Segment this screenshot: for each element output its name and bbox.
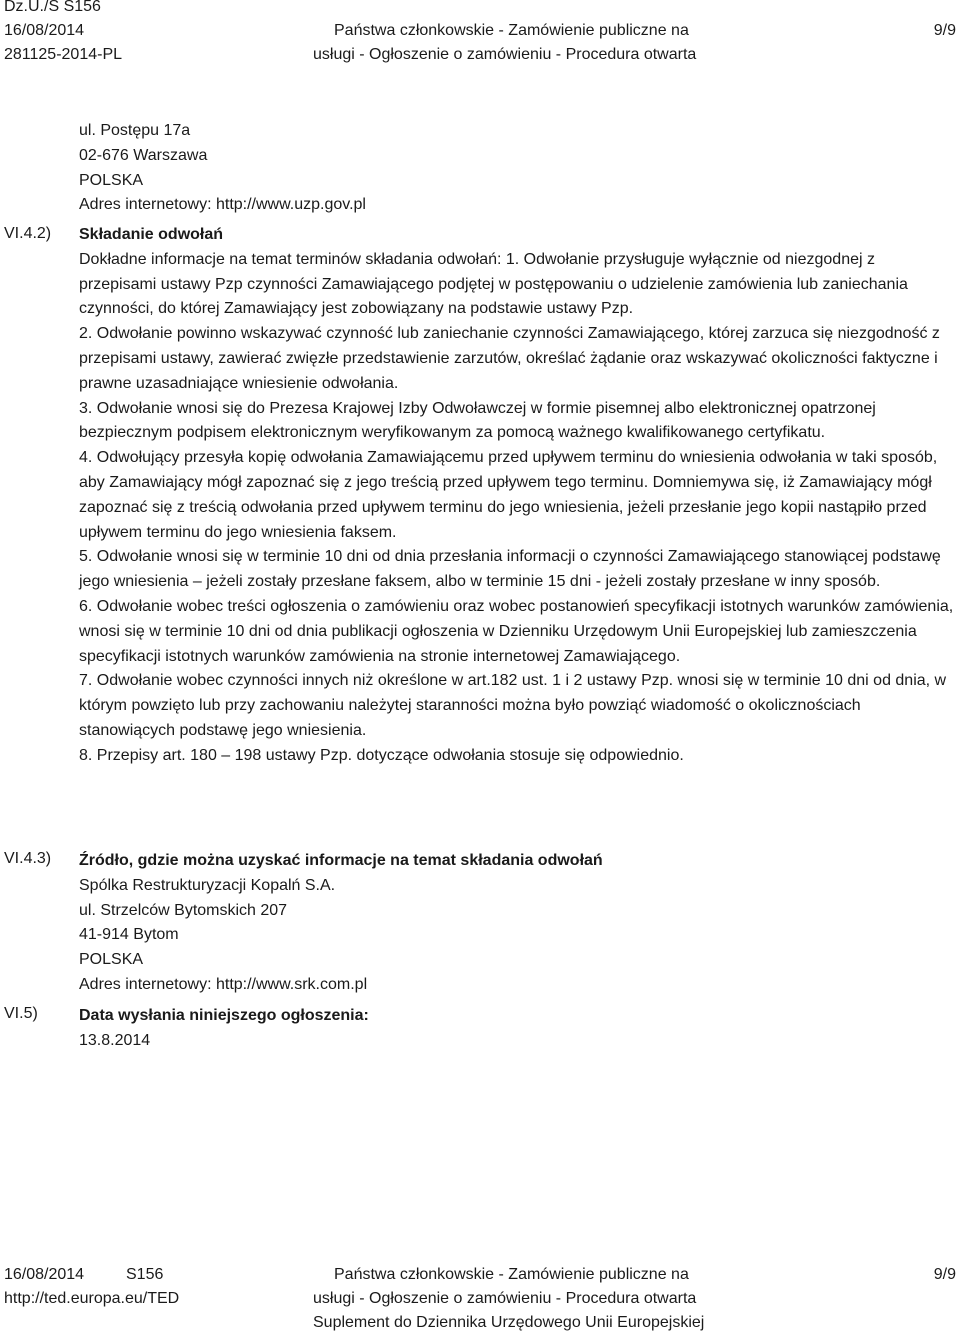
header-journal-ref: Dz.U./S S156 — [4, 0, 101, 15]
source-country: POLSKA — [79, 951, 144, 969]
footer-title-line3: Suplement do Dziennika Urzędowego Unii Europejskiej — [313, 1314, 705, 1331]
address-web-label: Adres internetowy: — [79, 196, 212, 214]
appeal-paragraph-6: 6. Odwołanie wobec treści ogłoszenia o zamówieniu oraz wobec postanowień specyfikacji istotnych warunków zamówienia, wnosi się w terminie 10 dni od dnia publikacji ogłoszenia w Dzienniku Urzędowym Unii Europejskiej lub zamieszczenia specyfikacji istotnych warunków zamówienia na stronie internetowej Zamawiającego. — [79, 597, 954, 665]
header-title-line2: usługi - Ogłoszenie o zamówieniu - Procedura otwarta — [313, 46, 697, 63]
appeal-paragraph-7: 7. Odwołanie wobec czynności innych niż określone w art.182 ust. 1 i 2 ustawy Pzp. wnosi się w terminie 10 dni od dnia, w którym powzięto lub przy zachowaniu należytej staranności można było powziąć wiadomość o okolicznościach stanowiących podstawę jego wniesienia. — [79, 672, 947, 739]
appeal-paragraph-5: 5. Odwołanie wnosi się w terminie 10 dni od dnia przesłania informacji o czynności Zamawiającego stanowiącej podstawę jego wniesienia – jeżeli zostały przesłane faksem, albo w terminie 15 dni - jeżeli zostały przesłane w inny sposób. — [79, 548, 941, 591]
address-city: 02-676 Warszawa — [79, 146, 208, 164]
section-number-vi42: VI.4.2) — [4, 225, 52, 242]
appeal-paragraph-4: 4. Odwołujący przesyła kopię odwołania Zamawiającemu przed upływem terminu do wniesienia odwołania w taki sposób, aby Zamawiający mógł zapoznać się z jego treścią przed upływem tego terminu. Domniemywa się, iż Zamawiający mógł zapoznać się z treścią odwołania przed upływem terminu do jego wniesienia, jeżeli przesłanie jego kopii nastąpiło przed upływem terminu do jego wniesienia faksem. — [79, 449, 938, 541]
section-title-vi5: Data wysłania niniejszego ogłoszenia: — [79, 1007, 369, 1024]
source-org: Spólka Restrukturyzacji Kopalń S.A. — [79, 876, 336, 894]
source-street: ul. Strzelców Bytomskich 207 — [79, 901, 288, 919]
footer-title-line1: Państwa członkowskie - Zamówienie publiczne na — [334, 1266, 689, 1283]
source-city: 41-914 Bytom — [79, 926, 179, 944]
section-vi43 — [79, 849, 955, 998]
header-page-number: 9/9 — [933, 22, 956, 39]
appeal-paragraph-3: 3. Odwołanie wnosi się do Prezesa Krajowej Izby Odwoławczej w formie pisemnej albo elektronicznej opatrzonej bezpiecznym podpisem elektronicznym weryfikowanym za pomocą ważnego kwalifikowanego certyfikatu. — [79, 399, 876, 442]
footer-title-line2: usługi - Ogłoszenie o zamówieniu - Procedura otwarta — [313, 1290, 697, 1307]
footer-series: S156 — [126, 1266, 164, 1283]
appeal-paragraph-2: 2. Odwołanie powinno wskazywać czynność lub zaniechanie czynności Zamawiającego, której zarzuca się niezgodność z przepisami ustawy, zawierać zwięzłe przedstawienie zarzutów, określać żądanie oraz wskazywać okoliczności faktyczne i prawne uzasadniające wniesienie odwołania. — [79, 325, 940, 392]
dispatch-date: 13.8.2014 — [79, 1031, 151, 1049]
footer-date: 16/08/2014 — [4, 1266, 85, 1283]
source-web — [79, 973, 955, 998]
header-title-line1: Państwa członkowskie - Zamówienie publiczne na — [334, 22, 689, 39]
appeal-paragraph-8: 8. Przepisy art. 180 – 198 ustawy Pzp. dotyczące odwołania stosuje się odpowiednio. — [79, 746, 684, 764]
section-vi42 — [79, 223, 955, 769]
source-web-label: Adres internetowy: — [79, 975, 212, 993]
section-title-vi43: Źródło, gdzie można uzyskać informacje na temat składania odwołań — [79, 852, 603, 869]
address-street: ul. Postępu 17a — [79, 122, 191, 139]
address-web — [79, 193, 955, 218]
source-web-link[interactable]: http://www.srk.com.pl — [215, 975, 368, 993]
appeal-paragraph-1: Dokładne informacje na temat terminów składania odwołań: 1. Odwołanie przysługuje wyłącznie od niezgodnej z przepisami ustawy Pzp czynności Zamawiającego podjętej w postępowaniu o udzielenie zamówienia lub zaniechania czynności, do której Zamawiający jest zobowiązany na podstawie ustawy Pzp. — [79, 250, 908, 318]
top-address-block — [79, 119, 955, 218]
header-date: 16/08/2014 — [4, 22, 85, 39]
section-vi5 — [79, 1004, 955, 1054]
section-number-vi5: VI.5) — [4, 1005, 38, 1022]
footer-page-number: 9/9 — [933, 1266, 956, 1283]
section-number-vi43: VI.4.3) — [4, 850, 52, 867]
address-country: POLSKA — [79, 171, 144, 189]
address-web-link[interactable]: http://www.uzp.gov.pl — [215, 196, 366, 214]
section-title-vi42: Składanie odwołań — [79, 226, 224, 243]
header-notice-id: 281125-2014-PL — [4, 46, 123, 63]
footer-url[interactable]: http://ted.europa.eu/TED — [4, 1290, 180, 1307]
